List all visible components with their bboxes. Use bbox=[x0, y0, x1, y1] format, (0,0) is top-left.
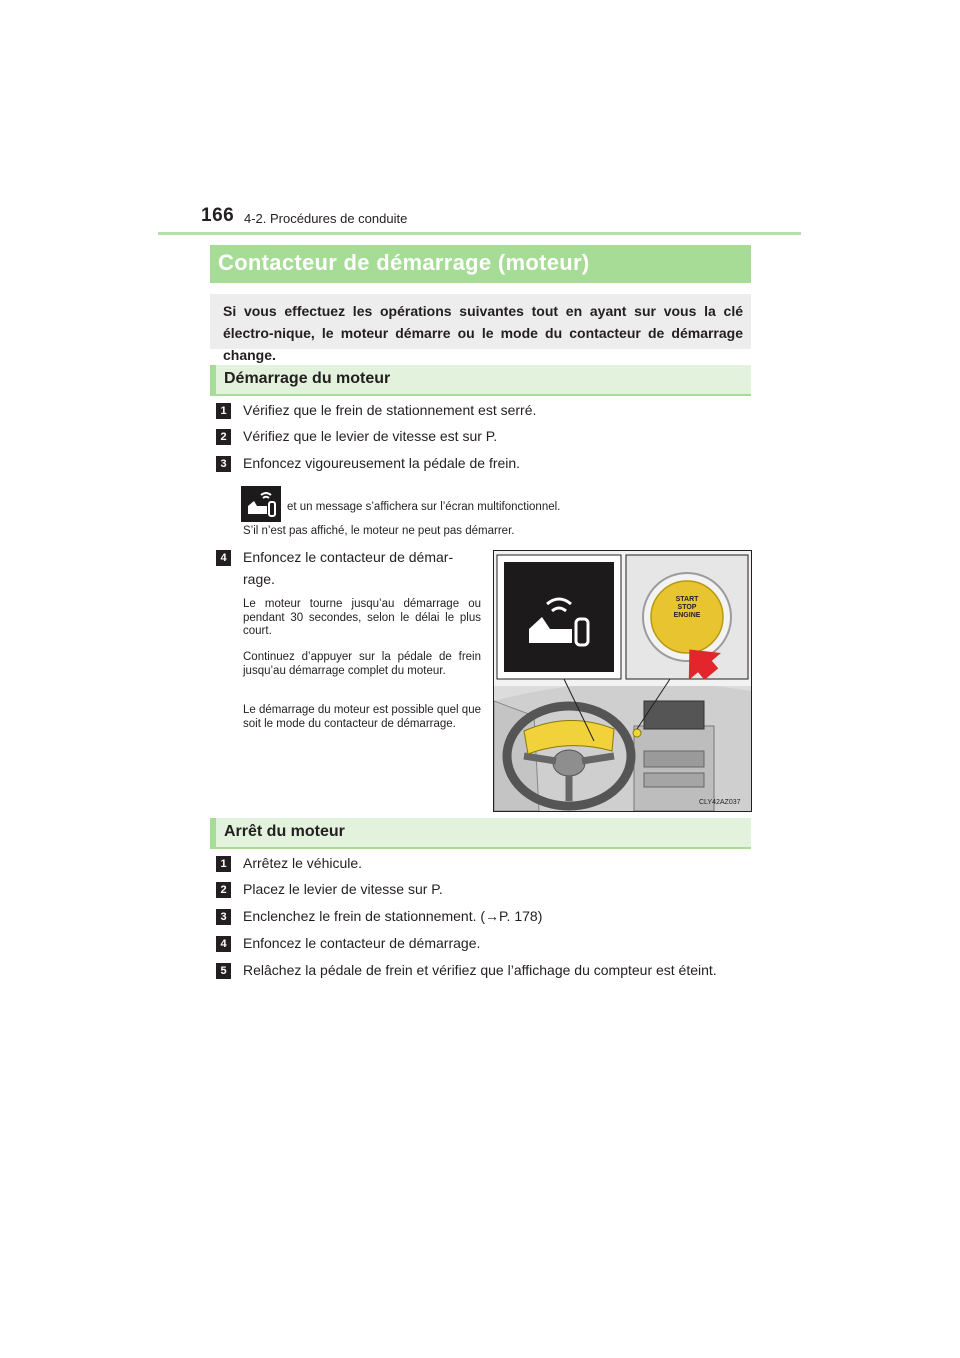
dashboard-illustration bbox=[493, 550, 752, 812]
step-badge: 4 bbox=[216, 550, 231, 566]
figure-code: CLY42AZ037 bbox=[699, 799, 741, 806]
step-badge: 1 bbox=[216, 856, 231, 872]
section-title-band bbox=[210, 245, 751, 283]
step-text: Relâchez la pédale de frein et vérifiez que l’affichage du compteur est éteint. bbox=[243, 962, 717, 978]
button-label-engine: ENGINE bbox=[673, 612, 701, 619]
icon-note: et un message s’affichera sur l’écran multifonctionnel. bbox=[287, 501, 561, 513]
step-badge: 4 bbox=[216, 936, 231, 952]
illustration-drawing bbox=[494, 551, 751, 811]
explanation-paragraph: Le moteur tourne jusqu’au démarrage ou pendant 30 secondes, selon le délai le plus court. bbox=[243, 598, 481, 637]
step-text: Enfoncez vigoureusement la pédale de frein. bbox=[243, 455, 521, 471]
step-badge: 3 bbox=[216, 909, 231, 925]
step-text: Vérifiez que le levier de vitesse est sur P. bbox=[243, 428, 498, 444]
step-text: Enclenchez le frein de stationnement. (→P. 178) bbox=[243, 908, 543, 924]
step-text: Vérifiez que le frein de stationnement est serré. bbox=[243, 402, 537, 418]
step-badge: 5 bbox=[216, 963, 231, 979]
stop-heading-label: Arrêt du moteur bbox=[224, 823, 345, 840]
step-text: Enfoncez le contacteur de démarrage. bbox=[243, 935, 481, 951]
step-badge: 1 bbox=[216, 403, 231, 419]
chapter-title: 4-2. Procédures de conduite bbox=[244, 211, 408, 226]
button-label-stop: STOP bbox=[677, 604, 697, 611]
page-number: 166 bbox=[201, 205, 235, 226]
start-heading-label: Démarrage du moteur bbox=[224, 370, 391, 387]
step-text: Enfoncez le contacteur de démar- bbox=[243, 549, 454, 565]
stop-section-heading bbox=[210, 818, 751, 849]
start-section-heading bbox=[210, 365, 751, 396]
step-badge: 2 bbox=[216, 429, 231, 445]
step-badge: 2 bbox=[216, 882, 231, 898]
page-title: Contacteur de démarrage (moteur) bbox=[218, 250, 590, 275]
explanation-paragraph: Continuez d’appuyer sur la pédale de frein jusqu’au démarrage complet du moteur. bbox=[243, 651, 481, 677]
step-text-continued: rage. bbox=[243, 571, 275, 587]
explanation-paragraph: Le démarrage du moteur est possible quel que soit le mode du contacteur de démarrage. bbox=[243, 704, 481, 730]
step-text: Placez le levier de vitesse sur P. bbox=[243, 881, 443, 897]
step-text: Arrêtez le véhicule. bbox=[243, 855, 363, 871]
start-stop-label bbox=[671, 596, 703, 620]
heading-bar bbox=[210, 818, 216, 849]
intro-text: Si vous effectuez les opérations suivantes tout en ayant sur vous la clé électro-nique, le moteur démarre ou le mode du contacteur de démarrage change. bbox=[223, 303, 743, 363]
header-rule bbox=[158, 232, 801, 235]
key-indicator-icon bbox=[241, 486, 281, 522]
step-badge: 3 bbox=[216, 456, 231, 472]
heading-bar bbox=[210, 365, 216, 396]
icon-note-secondary: S’il n’est pas affiché, le moteur ne peut pas démarrer. bbox=[243, 525, 515, 537]
button-label-start: START bbox=[675, 596, 699, 603]
intro-box bbox=[210, 294, 751, 363]
